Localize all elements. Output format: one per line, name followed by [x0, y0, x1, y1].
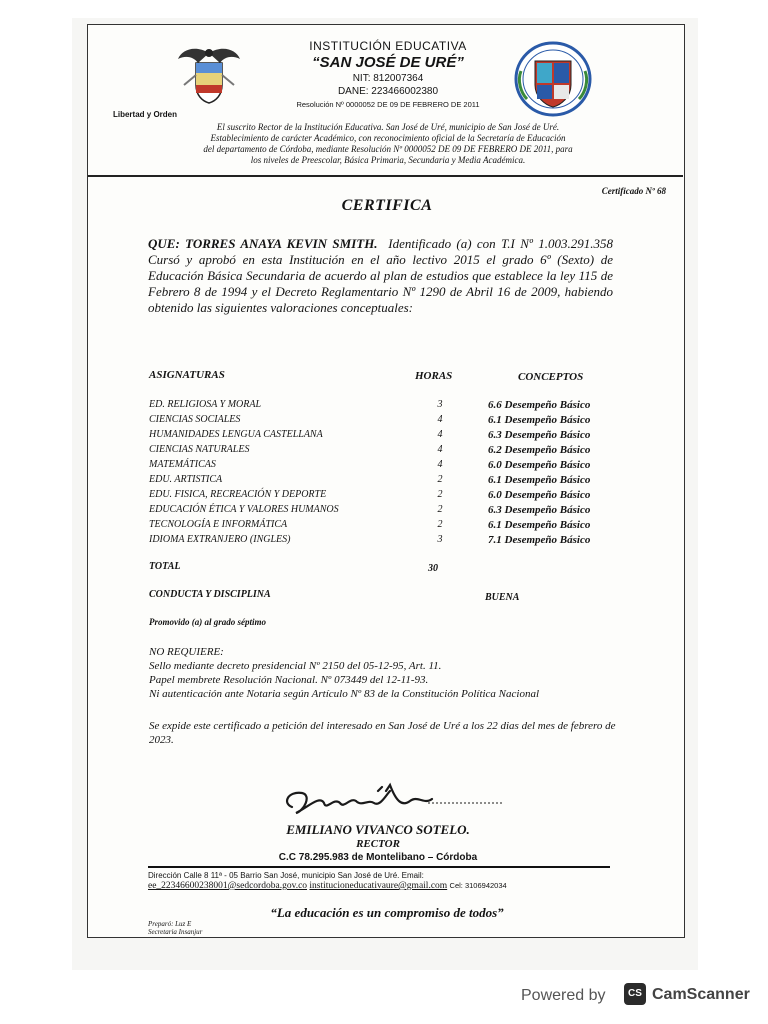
subject-concept: 6.1 Desempeño Básico	[488, 414, 591, 426]
subject-name: CIENCIAS NATURALES	[149, 444, 250, 455]
table-row	[149, 414, 619, 429]
certificate-body-text: Identificado (a) con T.I Nº 1.003.291.358 Cursó y aprobó en esta Institución en el año lectivo 2015 el grado 6º (Sexto) de Educación Básica Secundaria de acuerdo al plan de estudios que establece la ley 115 de Febrero 8 de 1994 y el Decreto Reglamentario Nº 1290 de Abril 16 de 2009, habiendo obtenido las siguientes valoraciones conceptuales:	[148, 236, 614, 315]
subject-concept: 6.1 Desempeño Básico	[488, 519, 591, 531]
certificate-title: CERTIFICA	[341, 197, 433, 214]
colombia-coat-of-arms-icon	[176, 45, 242, 107]
subject-concept: 6.3 Desempeño Básico	[488, 429, 591, 441]
note-line: Sello mediante decreto presidencial Nº 2150 del 05-12-95, Art. 11.	[149, 660, 442, 672]
table-row	[149, 429, 619, 444]
notes-block	[149, 645, 619, 701]
resolution: Resolución Nº 0000052 DE 09 DE FEBRERO DE 2011	[296, 100, 480, 109]
subject-concept: 7.1 Desempeño Básico	[488, 534, 591, 546]
subject-hours: 3	[437, 399, 443, 410]
conduct-label: CONDUCTA Y DISCIPLINA	[149, 589, 271, 600]
subject-hours: 4	[437, 429, 443, 440]
subject-concept: 6.0 Desempeño Básico	[488, 489, 591, 501]
subject-hours: 2	[437, 474, 443, 485]
note-line: Ni autenticación ante Notaria según Artículo Nº 83 de la Constitución Política Nacional	[149, 688, 540, 700]
subject-concept: 6.0 Desempeño Básico	[488, 459, 591, 471]
nit: NIT: 812007364	[352, 73, 424, 84]
subject-concept: 6.6 Desempeño Básico	[488, 399, 591, 411]
header-divider	[88, 175, 683, 177]
subject-name: MATEMÁTICAS	[149, 459, 216, 470]
footer-motto: “La educación es un compromiso de todos”	[270, 905, 504, 920]
conduct-value: BUENA	[485, 592, 520, 603]
rector-id: C.C 78.295.983 de Montelibano – Córdoba	[278, 852, 478, 863]
table-row	[149, 399, 619, 414]
rector-name: EMILIANO VIVANCO SOTELO.	[286, 822, 470, 837]
subject-hours: 4	[437, 414, 443, 425]
notes-heading: NO REQUIERE:	[149, 646, 224, 658]
total-hours: 30	[428, 563, 438, 574]
subject-concept: 6.2 Desempeño Básico	[488, 444, 591, 456]
total-label: TOTAL	[149, 561, 181, 572]
phone: Cel: 3106942034	[449, 881, 507, 890]
signature-graphic	[278, 777, 508, 821]
school-name: “SAN JOSÉ DE URÉ”	[312, 54, 464, 71]
footer-address: Dirección Calle 8 11ª - 05 Barrio San José, municipio San José de Uré. Email:	[148, 871, 424, 880]
table-row	[149, 534, 619, 549]
subject-hours: 2	[437, 489, 443, 500]
footer-contacts	[148, 881, 507, 891]
subject-name: IDIOMA EXTRANJERO (INGLES)	[149, 534, 291, 545]
certificate-page	[87, 24, 685, 938]
subject-hours: 2	[437, 504, 443, 515]
school-shield-icon	[513, 41, 593, 119]
subjects-header: ASIGNATURAS	[149, 369, 225, 381]
issue-statement: Se expide este certificado a petición del interesado en San José de Uré a los 22 dias del mes de febrero de 2023.	[149, 720, 616, 746]
table-row	[149, 489, 619, 504]
prepared-by: Preparó: Luz E Secretaria Insanjur	[148, 920, 203, 936]
footer-divider	[148, 866, 610, 868]
student-name: QUE: TORRES ANAYA KEVIN SMITH.	[148, 236, 378, 251]
subject-name: EDU. ARTISTICA	[149, 474, 223, 485]
subject-concept: 6.1 Desempeño Básico	[488, 474, 591, 486]
subject-concept: 6.3 Desempeño Básico	[488, 504, 591, 516]
crest-motto: Libertad y Orden	[112, 110, 177, 119]
subject-name: EDUCACIÓN ÉTICA Y VALORES HUMANOS	[149, 504, 339, 515]
subject-name: HUMANIDADES LENGUA CASTELLANA	[149, 429, 323, 440]
subject-name: CIENCIAS SOCIALES	[149, 414, 241, 425]
subject-name: TECNOLOGÍA E INFORMÁTICA	[149, 519, 288, 530]
subject-name: ED. RELIGIOSA Y MORAL	[149, 399, 262, 410]
camscanner-logo-icon: CS	[624, 983, 646, 1005]
institution-label: INSTITUCIÓN EDUCATIVA	[309, 39, 467, 53]
dane: DANE: 223466002380	[337, 86, 439, 97]
email-link[interactable]: ee_22346600238001@sedcordoba.gov.co	[148, 881, 308, 891]
subject-hours: 4	[437, 444, 443, 455]
table-row	[149, 459, 619, 474]
certificate-body	[148, 236, 613, 316]
hours-header: HORAS	[415, 370, 453, 382]
powered-by-label: Powered by	[521, 987, 606, 1004]
certificate-number: Certificado Nº 68	[601, 186, 666, 196]
table-row	[149, 504, 619, 519]
rector-role: RECTOR	[356, 838, 400, 850]
subject-name: EDU. FISICA, RECREACIÓN Y DEPORTE	[149, 489, 327, 500]
concepts-header: CONCEPTOS	[518, 371, 584, 383]
promotion-note: Promovido (a) al grado séptimo	[149, 617, 266, 627]
email-link[interactable]: institucioneducativaure@gmail.com	[309, 881, 448, 891]
table-row	[149, 519, 619, 534]
subject-hours: 2	[437, 519, 443, 530]
camscanner-brand: CamScanner	[652, 986, 750, 1003]
subject-hours: 3	[437, 534, 443, 545]
note-line: Papel membrete Resolución Nacional. Nº 073449 del 12-11-93.	[149, 674, 429, 686]
rector-intro: El suscrito Rector de la Institución Educativa. San José de Uré, municipio de San José de Uré. Establecimiento de carácter Académico, con reconocimiento oficial de la Secretaría de Educación del departamento de Córdoba, mediante Resolución Nº 0000052 DE 09 DE FEBRERO DE 2011, para los niveles de Preescolar, Básica Primaria, Secundaria y Media Académica.	[203, 122, 573, 165]
table-row	[149, 474, 619, 489]
table-row	[149, 444, 619, 459]
subject-hours: 4	[437, 459, 443, 470]
